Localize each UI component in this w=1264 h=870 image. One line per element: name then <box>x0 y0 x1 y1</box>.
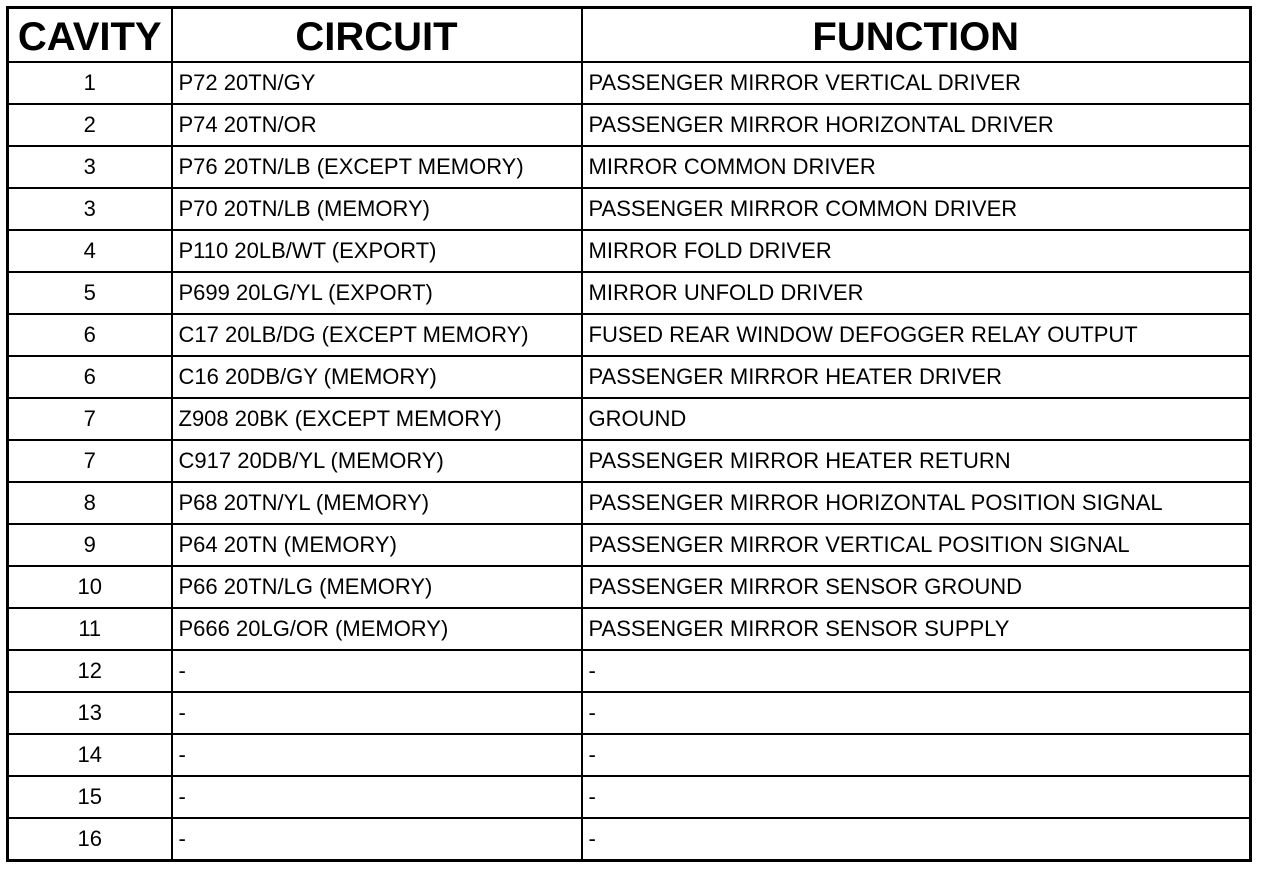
cavity-cell: 3 <box>8 146 172 188</box>
function-cell: - <box>582 650 1251 692</box>
table-row <box>8 482 1251 524</box>
table-row <box>8 440 1251 482</box>
table-row <box>8 776 1251 818</box>
table-row <box>8 314 1251 356</box>
function-cell: MIRROR FOLD DRIVER <box>582 230 1251 272</box>
circuit-cell: P64 20TN (MEMORY) <box>172 524 582 566</box>
circuit-column-header: CIRCUIT <box>172 8 582 63</box>
cavity-cell: 13 <box>8 692 172 734</box>
function-cell: - <box>582 818 1251 861</box>
cavity-cell: 3 <box>8 188 172 230</box>
circuit-cell: C917 20DB/YL (MEMORY) <box>172 440 582 482</box>
cavity-cell: 2 <box>8 104 172 146</box>
connector-pinout-table <box>6 6 1252 862</box>
table-row <box>8 62 1251 104</box>
cavity-column-header: CAVITY <box>8 8 172 63</box>
table-header <box>8 8 1251 63</box>
table-row <box>8 104 1251 146</box>
function-cell: PASSENGER MIRROR HEATER RETURN <box>582 440 1251 482</box>
circuit-cell: P76 20TN/LB (EXCEPT MEMORY) <box>172 146 582 188</box>
circuit-cell: P699 20LG/YL (EXPORT) <box>172 272 582 314</box>
circuit-cell: P70 20TN/LB (MEMORY) <box>172 188 582 230</box>
circuit-cell: P72 20TN/GY <box>172 62 582 104</box>
table-row <box>8 188 1251 230</box>
function-cell: PASSENGER MIRROR SENSOR GROUND <box>582 566 1251 608</box>
circuit-cell: - <box>172 692 582 734</box>
circuit-cell: C17 20LB/DG (EXCEPT MEMORY) <box>172 314 582 356</box>
table-row <box>8 524 1251 566</box>
table-row <box>8 650 1251 692</box>
table-row <box>8 566 1251 608</box>
cavity-cell: 11 <box>8 608 172 650</box>
cavity-cell: 6 <box>8 314 172 356</box>
circuit-cell: P74 20TN/OR <box>172 104 582 146</box>
function-cell: PASSENGER MIRROR HORIZONTAL DRIVER <box>582 104 1251 146</box>
function-cell: PASSENGER MIRROR HEATER DRIVER <box>582 356 1251 398</box>
table-row <box>8 398 1251 440</box>
function-cell: MIRROR COMMON DRIVER <box>582 146 1251 188</box>
table-row <box>8 230 1251 272</box>
function-cell: PASSENGER MIRROR HORIZONTAL POSITION SIGNAL <box>582 482 1251 524</box>
cavity-cell: 8 <box>8 482 172 524</box>
table-row <box>8 734 1251 776</box>
circuit-cell: Z908 20BK (EXCEPT MEMORY) <box>172 398 582 440</box>
function-cell: PASSENGER MIRROR VERTICAL POSITION SIGNAL <box>582 524 1251 566</box>
function-cell: MIRROR UNFOLD DRIVER <box>582 272 1251 314</box>
cavity-cell: 14 <box>8 734 172 776</box>
table-row <box>8 272 1251 314</box>
function-cell: PASSENGER MIRROR VERTICAL DRIVER <box>582 62 1251 104</box>
cavity-cell: 15 <box>8 776 172 818</box>
function-cell: PASSENGER MIRROR COMMON DRIVER <box>582 188 1251 230</box>
cavity-cell: 1 <box>8 62 172 104</box>
cavity-cell: 4 <box>8 230 172 272</box>
circuit-cell: C16 20DB/GY (MEMORY) <box>172 356 582 398</box>
cavity-cell: 9 <box>8 524 172 566</box>
cavity-cell: 5 <box>8 272 172 314</box>
function-cell: - <box>582 776 1251 818</box>
circuit-cell: - <box>172 818 582 861</box>
cavity-cell: 6 <box>8 356 172 398</box>
circuit-cell: P66 20TN/LG (MEMORY) <box>172 566 582 608</box>
circuit-cell: P68 20TN/YL (MEMORY) <box>172 482 582 524</box>
function-cell: PASSENGER MIRROR SENSOR SUPPLY <box>582 608 1251 650</box>
function-cell: GROUND <box>582 398 1251 440</box>
function-cell: - <box>582 692 1251 734</box>
function-cell: FUSED REAR WINDOW DEFOGGER RELAY OUTPUT <box>582 314 1251 356</box>
table-row <box>8 818 1251 861</box>
table-row <box>8 146 1251 188</box>
cavity-cell: 10 <box>8 566 172 608</box>
table-row <box>8 608 1251 650</box>
circuit-cell: - <box>172 734 582 776</box>
function-cell: - <box>582 734 1251 776</box>
header-row <box>8 8 1251 63</box>
circuit-cell: - <box>172 776 582 818</box>
cavity-cell: 7 <box>8 440 172 482</box>
table-body <box>8 62 1251 861</box>
circuit-cell: - <box>172 650 582 692</box>
cavity-cell: 7 <box>8 398 172 440</box>
table-row <box>8 356 1251 398</box>
table-row <box>8 692 1251 734</box>
function-column-header: FUNCTION <box>582 8 1251 63</box>
cavity-cell: 16 <box>8 818 172 861</box>
circuit-cell: P110 20LB/WT (EXPORT) <box>172 230 582 272</box>
cavity-cell: 12 <box>8 650 172 692</box>
circuit-cell: P666 20LG/OR (MEMORY) <box>172 608 582 650</box>
